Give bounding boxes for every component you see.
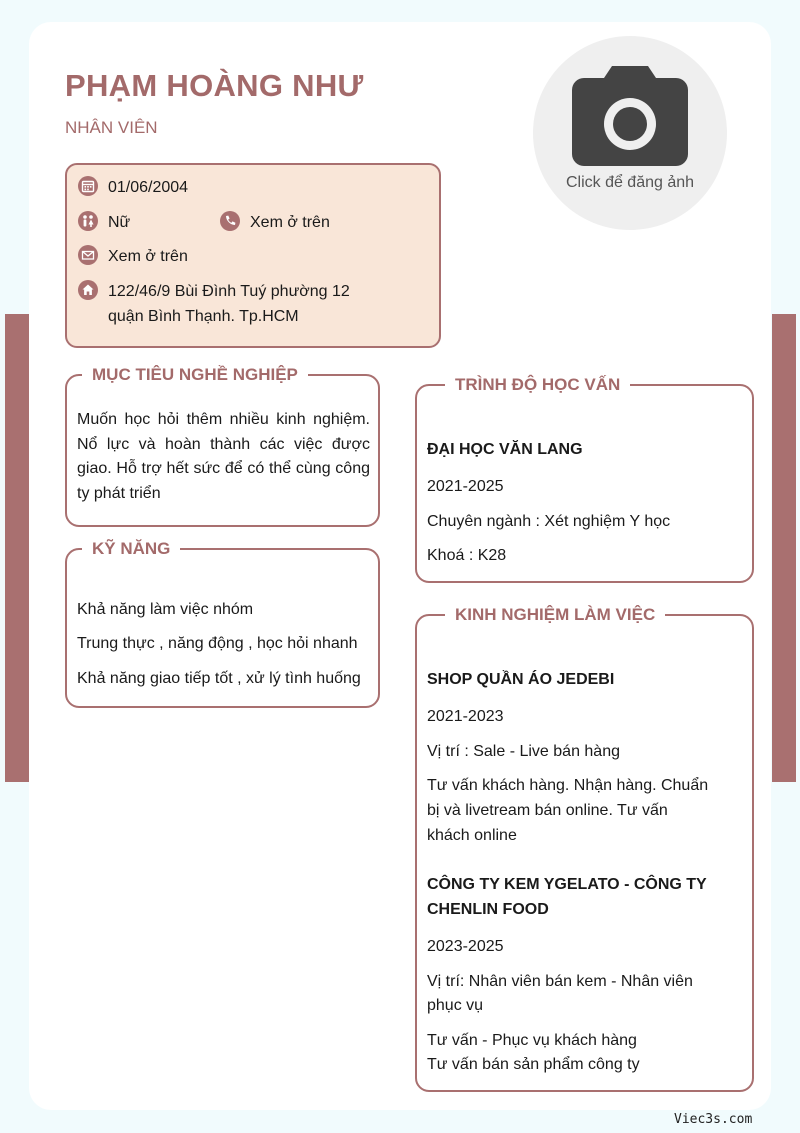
- experience-section: [415, 605, 754, 1092]
- job-company: CHENLIN FOOD: [427, 901, 549, 918]
- skill-item: Khả năng giao tiếp tốt , xử lý tình huống: [77, 670, 361, 687]
- skill-item: Khả năng làm việc nhóm: [77, 601, 254, 618]
- school-name: ĐẠI HỌC VĂN LANG: [427, 441, 583, 458]
- photo-upload[interactable]: [533, 36, 727, 230]
- contact-info-box: [65, 163, 441, 348]
- email-value: Xem ở trên: [108, 248, 188, 265]
- phone-value: Xem ở trên: [250, 214, 330, 231]
- phone-icon: [220, 211, 240, 231]
- left-accent-bar: [5, 314, 29, 782]
- objective-text: Muốn học hỏi thêm nhiều kinh nghiệm. Nổ lực và hoàn thành các việc được giao. Hỗ trợ hết sức để có thể cùng công ty phát triển: [77, 411, 370, 502]
- job-role: Vị trí : Sale - Live bán hàng: [427, 743, 620, 760]
- education-major: Chuyên ngành : Xét nghiệm Y học: [427, 513, 671, 530]
- objective-section: [65, 365, 380, 527]
- job-company: CÔNG TY KEM YGELATO - CÔNG TY: [427, 876, 707, 893]
- education-title: TRÌNH ĐỘ HỌC VẤN: [445, 374, 630, 396]
- address-line-1: 122/46/9 Bùi Đình Tuý phường 12: [108, 283, 350, 300]
- job-years: 2023-2025: [427, 938, 504, 955]
- camera-icon: [572, 64, 688, 166]
- job-years: 2021-2023: [427, 708, 504, 725]
- photo-upload-label: Click để đăng ảnh: [565, 174, 695, 191]
- site-watermark: Viec3s.com: [674, 1112, 753, 1127]
- gender-icon: [78, 211, 98, 231]
- experience-title: KINH NGHIỆM LÀM VIỆC: [445, 604, 665, 626]
- skills-title: KỸ NĂNG: [82, 538, 180, 560]
- calendar-icon: [78, 176, 98, 196]
- right-accent-bar: [772, 314, 796, 782]
- job-description-line: Tư vấn - Phục vụ khách hàng: [427, 1032, 637, 1049]
- job-company: SHOP QUẦN ÁO JEDEBI: [427, 671, 615, 688]
- job-description-line: Tư vấn khách hàng. Nhận hàng. Chuẩn: [427, 777, 709, 794]
- education-years: 2021-2025: [427, 478, 504, 495]
- education-course: Khoá : K28: [427, 547, 507, 564]
- job-role: Vị trí: Nhân viên bán kem - Nhân viên: [427, 973, 693, 990]
- objective-title: MỤC TIÊU NGHỀ NGHIỆP: [82, 364, 308, 386]
- birthday-value: 01/06/2004: [108, 179, 189, 196]
- candidate-position: NHÂN VIÊN: [65, 118, 158, 137]
- job-description-line: bị và livetream bán online. Tư vấn: [427, 802, 668, 819]
- gender-value: Nữ: [108, 214, 131, 231]
- address-line-2: quận Bình Thạnh. Tp.HCM: [108, 308, 299, 325]
- home-icon: [78, 280, 98, 300]
- candidate-name: PHẠM HOÀNG NHƯ: [65, 68, 364, 103]
- job-description-line: khách online: [427, 827, 517, 844]
- job-description-line: Tư vấn bán sản phẩm công ty: [427, 1056, 640, 1073]
- skill-item: Trung thực , năng động , học hỏi nhanh: [77, 635, 358, 652]
- skills-section: [65, 539, 380, 708]
- education-section: [415, 375, 754, 583]
- job-role: phục vụ: [427, 997, 484, 1014]
- mail-icon: [78, 245, 98, 265]
